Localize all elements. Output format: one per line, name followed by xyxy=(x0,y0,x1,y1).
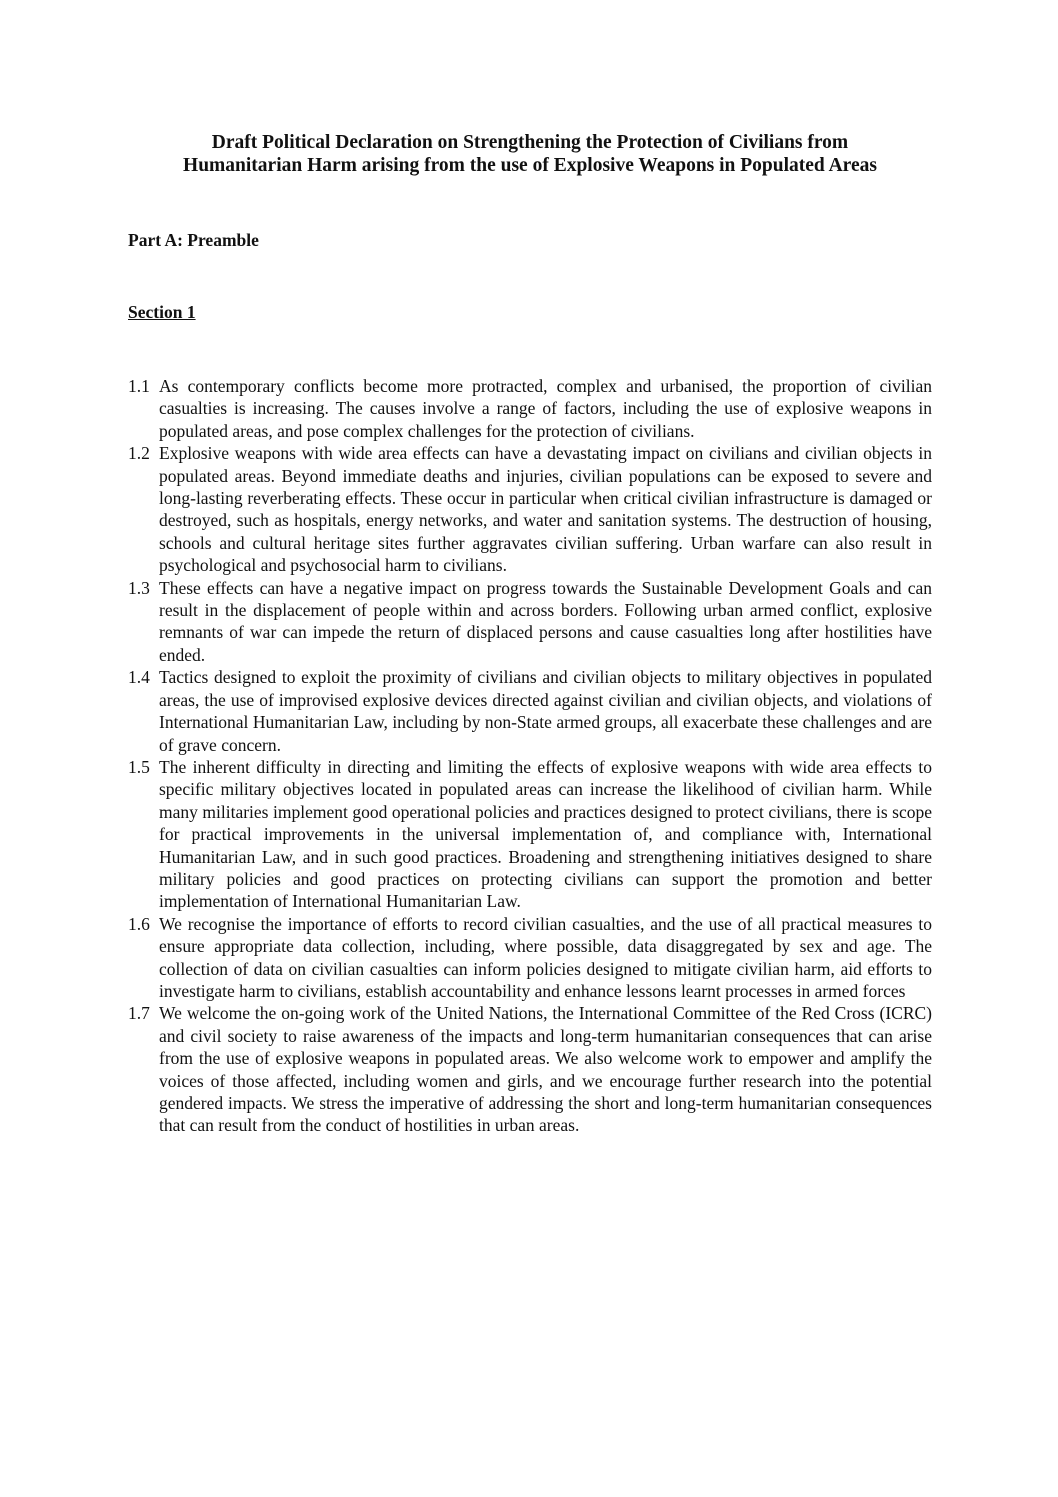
paragraph-text: Explosive weapons with wide area effects can have a devastating impact on civilians and civilian objects in populated areas. Beyond immediate deaths and injuries, civilian populations can be exposed to severe and long-lasting reverberating effects. These occur in particular when critical civilian infrastructure is damaged or destroyed, such as hospitals, energy networks, and water and sanitation systems. The destruction of housing, schools and cultural heritage sites further aggravates civilian suffering. Urban warfare can also result in psychological and psychosocial harm to civilians. xyxy=(159,443,932,576)
numbered-paragraph-list xyxy=(128,375,932,1137)
paragraph-1-5 xyxy=(128,756,932,913)
paragraph-1-4 xyxy=(128,666,932,756)
paragraph-number: 1.5 xyxy=(128,756,150,777)
section-heading: Section 1 xyxy=(128,302,196,322)
paragraph-1-7 xyxy=(128,1002,932,1136)
part-heading: Part A: Preamble xyxy=(128,230,259,250)
paragraph-text: These effects can have a negative impact on progress towards the Sustainable Development Goals and can result in the displacement of people within and across borders. Following urban armed conflict, explosive remnants of war can impede the return of displaced persons and cause casualties long after hostilities have ended. xyxy=(159,577,932,665)
paragraph-number: 1.7 xyxy=(128,1003,150,1024)
paragraph-text: As contemporary conflicts become more protracted, complex and urbanised, the proportion of civilian casualties is increasing. The causes involve a range of factors, including the use of explosive weapons in populated areas, and pose complex challenges for the protection of civilians. xyxy=(159,376,932,441)
paragraph-text: We welcome the on-going work of the United Nations, the International Committee of the Red Cross (ICRC) and civil society to raise awareness of the impacts and long-term humanitarian consequences that can arise from the use of explosive weapons in populated areas. We also welcome work to empower and amplify the voices of those affected, including women and girls, and we encourage further research into the potential gendered impacts. We stress the imperative of addressing the short and long-term humanitarian consequences that can result from the conduct of hostilities in urban areas. xyxy=(159,1003,932,1136)
paragraph-1-2 xyxy=(128,442,932,576)
paragraph-1-3 xyxy=(128,577,932,667)
paragraph-number: 1.3 xyxy=(128,577,150,598)
paragraph-text: The inherent difficulty in directing and limiting the effects of explosive weapons with wide area effects to specific military objectives located in populated areas can increase the likelihood of civilian harm. While many militaries implement good operational policies and practices designed to protect civilians, there is scope for practical improvements in the universal implementation of, and compliance with, International Humanitarian Law, and in such good practices. Broadening and strengthening initiatives designed to share military policies and good practices on protecting civilians can support the promotion and better implementation of International Humanitarian Law. xyxy=(159,756,932,912)
document-title xyxy=(128,131,932,177)
paragraph-1-6 xyxy=(128,913,932,1003)
paragraph-number: 1.2 xyxy=(128,443,150,464)
paragraph-text: Tactics designed to exploit the proximity of civilians and civilian objects to military objectives in populated areas, the use of improvised explosive devices directed against civilian and civilian objects, and violations of International Humanitarian Law, including by non-State armed groups, all exacerbate these challenges and are of grave concern. xyxy=(159,667,932,755)
paragraph-number: 1.6 xyxy=(128,913,150,934)
paragraph-text: We recognise the importance of efforts to record civilian casualties, and the use of all practical measures to ensure appropriate data collection, including, where possible, data disaggregated by sex and age. The collection of data on civilian casualties can inform policies designed to mitigate civilian harm, aid efforts to investigate harm to civilians, establish accountability and enhance lessons learnt processes in armed forces xyxy=(159,913,932,1001)
paragraph-1-1 xyxy=(128,375,932,442)
paragraph-number: 1.4 xyxy=(128,667,150,688)
document-title-line-2: Humanitarian Harm arising from the use of Explosive Weapons in Populated Areas xyxy=(183,155,877,176)
paragraph-number: 1.1 xyxy=(128,376,150,396)
document-title-line-1: Draft Political Declaration on Strengthening the Protection of Civilians from xyxy=(211,132,849,153)
